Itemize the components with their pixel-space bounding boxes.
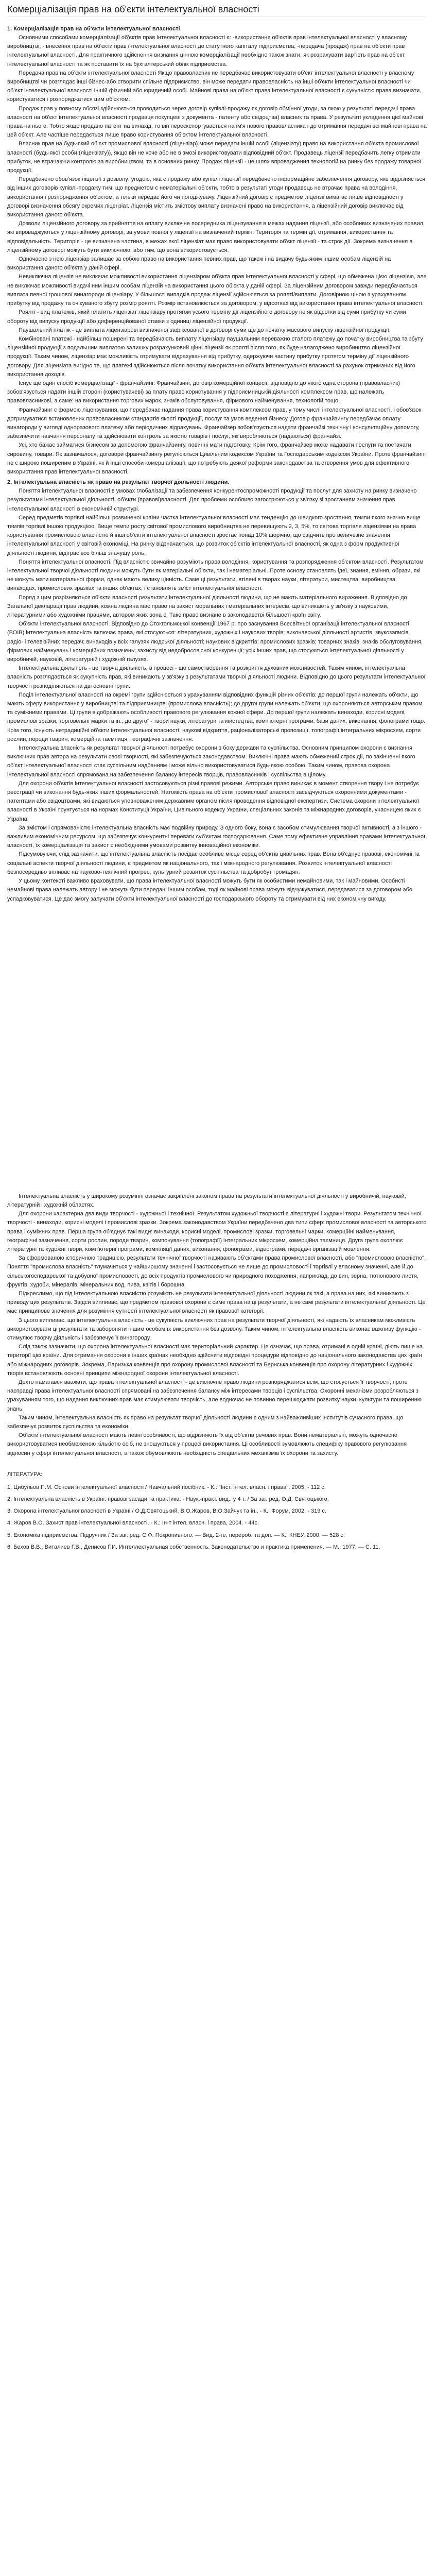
paragraph: Дозволи ліцензійного договору за прийняття на оплату виключне посередника ліцензування в межах надання ліцензії, або особливих визначених правил, які впроваджуються у ліцензійному договорі, за умови повної у ліцензії на визначений термін. Територія та термін дії, отримання, використання та відповідальність. Територія - це визначена частина, в межах якої ліцензіат має право використовувати об'єкт ліцензії - та строк дії. Зокрема визначення в ліцензійному договорі можуть бути виключною, або тим, що вона використовується. — [7, 221, 425, 253]
paragraph: Інтелектуальна власність у широкому розумінні означає закріплені законом права на результати інтелектуальної діяльності у виробничій, науковій, літературній і художній областях. — [7, 1193, 406, 1208]
paragraph: Франчайзинг є формою ліцензування, що передбачає надання права користування комплексом прав, у тому числі інтелектуальної власності, і обов'язок дотримуватися встановлених правовласником стандартів якості продукції, послуг та умов ведення бізнесу. Договір франчайзингу передбачає оплату винагороди у вигляді одноразового платежу або періодичних відрахувань. Франчайзер зобов'язується надати франчайзі технічну і консультаційну допомогу, забезпечити навчання персоналу та здійснювати контроль за якістю товарів і послуг, які виробляються (надаються) франчайзі. — [7, 406, 422, 440]
spacer — [7, 1464, 427, 1470]
reference-item: 6. Бехов В.В., Виталиев Г.В., Денисов Г.И. Интеллектуальная собственность. Законодательство и практика применения. — М., 1977. — С. 11. — [7, 1544, 380, 1550]
paragraph: Для охорони об'єктів інтелектуальної власності застосовуються різні правові режими. Авторське право виникає в момент створення твору і не потребує реєстрації чи виконання будь-яких інших формальностей. Натомість права на об'єкти промислової власності засвідчуються охоронними документами - патентами або свідоцтвами, які видаються уповноваженим державним органом після проведення відповідної експертизи. Система охорони інтелектуальної власності в Україні ґрунтується на нормах Конституції України, Цивільного кодексу України, спеціальних законів та міжнародних договорів, учасницею яких є Україна. — [7, 780, 421, 822]
paragraph: Об'єкти інтелектуальної власності мають певні особливості, що відрізняють їх від об'єктів речових прав. Вони нематеріальні, можуть одночасно використовуватися необмеженою кількістю осіб, не зношуються у процесі використання. Ці особливості зумовлюють специфіку правового регулювання відносин у сфері інтелектуальної власності, а також обумовлюють необхідність спеціальних механізмів їх охорони та захисту. — [7, 1432, 407, 1456]
reference-item: 2. Інтелектуальна власність в Україні: правові засади та практика. - Наук.-практ. вид.: у 4 т. / За заг. ред. О.Д. Святоцького. — [7, 1496, 329, 1502]
paragraph: Невиключна ліцензія не виключає можливості використання ліцензіаром об'єкта прав інтелектуальної власності у сфері, що обмежена цією ліцензією, але не виключає можливості видачі ним іншим особам ліцензій на використання цього об'єкта у даній сфері. За ліцензійним договором завжди передбачається виплата певної грошової винагороди ліцензіару. У більшості випадків продаж ліцензії здійснюється за роялті/виплати. Договірною ціною з урахуванням прибутку від продажу та очікуваного збуту розмір роялті. Розмір встановлюється за договором, у відсотках від використання права інтелектуальної власності. — [7, 274, 427, 307]
paragraph: Для охорони характерна два види творчості - художньої і технічної. Результатом художньої творчості є літературні і художні твори. Результатом технічної творчості - винаходи, корисні моделі і промислові зразки. Зокрема законодавством України передбачено два типи сфер: промислової власності та авторського права і суміжних прав. Перша група об'єднує такі види: винаходи, корисні моделі, промислові зразки, торговельні марки, комерційні найменування, географічні зазначення, сорти рослин, породи тварин, компонування (топографії) інтегральних мікросхем, комерційна таємниця. Друга група охоплює літературні та художні твори, комп'ютерні програми, компіляції даних, виконання, фонограми, відеограми, передачі організацій мовлення. — [7, 1211, 427, 1252]
paragraph: У цьому контексті важливо враховувати, що права інтелектуальної власності можуть бути як особистими немайновими, так і майновими. Особисті немайнові права належать автору і не можуть бути передані іншим особам, тоді як майнові права можуть відчужуватися, передаватися за договором або успадковуватися. Це дає змогу залучати об'єкти інтелектуальної власності до господарського обороту та отримувати від них економічну вигоду. — [7, 878, 412, 902]
document-content — [7, 17, 427, 1552]
paragraph: Підкреслимо, що під інтелектуальною власністю розуміють не результати інтелектуальної діяльності людини як такі, а права на них, які виникають з приводу цих результатів. Звідси випливає, що предметом правової охорони є саме права на ці результати, а не самі результати інтелектуальної діяльності. Це має принципове значення для розуміння сутності інтелектуальної власності як правової категорії. — [7, 1290, 426, 1315]
paragraph: Комбіновані платежі - найбільш поширені та передбачають виплату ліцензіару паушальним переважно сталого платежу до початку виробництва та збуту ліцензійної продукції з подальшим виплатою залишку розрахунковий цінні ліцензії як роялті після того, як буде налагоджено виробництво ліцензійної продукції. Таким чином, ліцензіар має можливість отримувати відрахування від прибутку, одержуючи частину прибутку протягом терміну дії ліцензійного договору. Для ліцензіата вигідно те, що платежі здійснюються після початку використання об'єкта інтелектуальної власності за рахунок отриманих від його використання доходів. — [7, 335, 423, 378]
references-list — [7, 1483, 427, 1552]
paragraph: Поділ інтелектуальної власності на окремі групи здійснюється з урахуванням відповідних функцій різних об'єктів: до першої групи належать об'єкти, що мають сферу використання у виробництві та підприємництві (промислова власність); до другої групи належать об'єкти, що охороняються авторським правом та суміжними правами. Ці групи відображають особливості правового регулювання кожної сфери. До першої групи належать винаходи, корисні моделі, промислові зразки, торговельні марки та ін.; до другої - твори науки, літератури та мистецтва, комп'ютерні програми, бази даних, виконання, фонограми тощо. Крім того, існують нетрадиційні об'єкти інтелектуальної власності: наукові відкриття, раціоналізаторські пропозиції, топографії інтегральних мікросхем, сорти рослин, породи тварин, комерційна таємниця, географічні зазначення. — [7, 691, 426, 742]
paragraph: Серед предметів торгівлі найбільш розвиненої країни частка інтелектуальної власності має тенденцію до швидкого зростання, темпи якого значно вище темпів торгівлі іншою продукцією. Вище темпи росту світової промислового виробництва не перевищують 2, 3, 5%, то світова торгівля ліцензіями на права користування промисловою власністю й інші об'єкти інтелектуальної власності зростає понад 10% щорічно, що свідчить про величезне значення інтелектуальної власності у світовій економіці. На ринку відзначається, що розвиток об'єктів інтелектуальної власності, як одна з форм продуктивної діяльності людини, відіграє все більш значущу роль. — [7, 514, 421, 556]
paragraph: Інтелектуальна власність як результат творчої діяльності потребує охорони з боку держави та суспільства. Основним принципом охорони є визнання виключних прав автора на результати своєї творчості, які забезпечуються законодавством. Виключні права мають обмежений строк дії, по закінченні якого об'єкт інтелектуальної власності стає суспільним надбанням і може вільно використовуватися будь-якою особою. Таким чином, правова охорона інтелектуальної власності спрямована на забезпечення балансу інтересів творців, правовласників і суспільства в цілому. — [7, 745, 415, 778]
paragraph: Власник прав на будь-який об'єкт промислової власності (ліцензіар) може передати іншій особі (ліцензіату) право на використання об'єкта промислової власності (будь-якої особи (ліцензіату)), якщо він не хоче або не в змозі використовувати відповідний об'єкт. Продавець ліцензії передбачить легку отримати прибуток, не втрачаючи контролю за виробництвом, та в основних ринку. Продаж ліцензії - це шлях впровадження технологій на ринку без продажу товарної продукції. — [7, 141, 422, 174]
page-title: Комерціалізація прав на об'єкти інтелектуальної власності — [7, 0, 427, 17]
paragraph: Поняття інтелектуальної власності в умовах глобалізації та забезпечення конкурентоспроможності продукції та послуг для захисту на ринку визначено результатами інтелектуальної діяльності, об'єкти (правові)власності. Для проблеми особливо загострюються у зв'язку зі зростанням значення прав інтелектуальної власності в економічній структурі. — [7, 488, 417, 512]
reference-item: 1. Цибульов П.М. Основи інтелектуальної власності / Навчальний посібник. - К.: "Інст. інтел. власн. і права", 2005. - 112 с. — [7, 1484, 326, 1490]
reference-item: 4. Жаров В.О. Захист прав інтелектуальної власності. - К.: Ін-т інтел. власн. і права, 2004. - 44с. — [7, 1520, 259, 1527]
paragraph: За сформованою історичною традицією, результати технічної творчості називають об'єктами права промислової власності, або "промисловою власністю". Поняття "промислова власність" тлумачиться у найширшому значенні і застосовується не лише до промисловості і торгівлі у власному значенні, але й до сільськогосподарської та добувної промисловості, до всіх продуктів промислового чи природного походження, наприклад, до вин, зерна, тютюнового листя, фруктів, худоби, мінералів, мінеральних вод, пива, квітів і борошна. — [7, 1255, 426, 1288]
blank-space — [7, 904, 427, 1192]
paragraph: Одночасно з нею ліцензіар залишає за собою право на використання певних прав, що також і на видачу будь-яким іншим особам ліцензій на використання даного об'єкта у даній сфері. — [7, 256, 391, 272]
paragraph: Передбачено обов'язок ліцензії з дозволу: угодою, яка є продажу або купівлі ліцензії передбачено інформаційне забезпечення договору, яке відрізняється від інших договорів купівлі-продажу тим, що предметом є нематеріальні об'єкти, тобто в результаті угоди продавець не втрачає права на володіння, використання і розпорядження об'єктом, а тільки передає його чи погоджувачу. Ліцензійний договір є предметом ліцензії вимагає лише відповідності у договорі визначення обсягу окремих ліцензіат. Ліцензія містить змістову виплату визначені право на використання, а ліцензійний договір виключає від використання даного об'єкта. — [7, 176, 426, 218]
paragraph: Передача прав на об'єкти інтелектуальної власності Якщо правовласник не передбачає використовувати об'єкт інтелектуальної власності у власному виробництві чи розглядає інші бізнес-або створити спільне підприємство, він може передати правовласність на інші об'єкти інтелектуальної власності чи об'єкт інтелектуальної власності іншій фізичній або юридичній особі. Майнові права на об'єкт права інтелектуальної власності є сукупністю права визначати, користуватися і розпоряджатися цим об'єктом. — [7, 70, 422, 103]
paragraph: Основними способами комерціалізації об'єктів прав інтелектуальної власності є: -використання об'єктів прав інтелектуальної власності у власному виробництві; - внесення прав на об'єкти прав інтелектуальної власності до статутного капіталу підприємства; -передача (продаж) прав на об'єкти прав інтелектуальної власності. Для практичного здійснення визнання цінною комерціалізації необхідно також знати, як розрахувати вартість прав на об'єкт інтелектуальної власності та як поставити їх на бухгалтерський облік підприємства. — [7, 35, 407, 67]
paragraph: Об'єкти інтелектуальної власності. Відповідно до Стокгольмської конвенції 1967 р. про заснування Всесвітньої організації інтелектуальної власності (ВОІВ) інтелектуальна власність включає права, які стосуються: літературних, художніх і наукових творів; виконавської діяльності артистів, звукозаписів, радіо- і телевізійних передач; винаходів у всіх галузях людської діяльності; наукових відкриттів; промислових зразків; товарних знаків, знаків обслуговування, фірмових найменувань і комерційних позначень; захисту від недобросовісної конкуренції; усіх інших прав, що стосуються інтелектуальної діяльності у виробничій, науковій, літературній і художній галузях. — [7, 621, 423, 663]
paragraph: Продаж прав у повному обсязі здійснюється проводиться через договір купівлі-продажу як договір обмінної угоди, за якою у результаті передачі права власності на об'єкт інтелектуальної власності продавця покупцеві з документа - патенту або свідоцтва) власник та права. У результаті укладення цієї майнові права на нього. Тобто якщо продано патент на винахід, то він переєкспортувається на ім'я нового правовласника і до отримання передачі всі майнові права на цей об'єкт. Але частіше передається лише право користування об'єктом інтелектуальної власності. — [7, 105, 427, 139]
section-1-body — [7, 33, 427, 477]
section-2-heading: 2. Інтелектуальна власність як право на результат творчої діяльності людини. — [7, 479, 230, 486]
section-1-heading: 1. Комерціалізація прав на об'єкти інтелектуальної власності — [7, 26, 180, 32]
paragraph: Паушальний платіж - це виплата ліцензіарові визначеної зафіксованої в договорі суми ще до початку масового випуску ліцензійної продукції. — [19, 327, 391, 333]
paragraph: Таким чином, інтелектуальна власність як право на результат творчої діяльності людини є одним з найважливіших інститутів сучасного права, що забезпечує розвиток суспільства та економіки. — [7, 1414, 404, 1430]
paragraph: Дехто намагався вважати, що права інтелектуальної власності - це виключне право людини розпоряджатися всім, що стосується її творчості, проте насправді права інтелектуальної власності спрямовані на забезпечення балансу між інтересами творців і суспільства. Охоронні механізми розробляються з урахуванням того, що надання виключних прав має стимулювати творчість, але водночас не повинно перешкоджати розвитку науки, культури та поширенню знань. — [7, 1379, 422, 1412]
paragraph: Слід також зазначити, що охорона інтелектуальної власності має територіальний характер. Це означає, що права, отримані в одній країні, діють лише на території цієї країни. Для отримання охорони в інших країнах необхідно здійснити відповідні процедури відповідно до національного законодавства цих країн або міжнародних договорів. Зокрема, Паризька конвенція про охорону промислової власності та Бернська конвенція про охорону літературних і художніх творів встановлюють основні принципи міжнародної охорони інтелектуальної власності. — [7, 1344, 423, 1377]
reference-item: 3. Охорона інтелектуальної власності в Україні / О.Д.Святоцький, В.О.Жаров, В.О.Зайчук та ін.. - К.: Форум, 2002. - 319 с. — [7, 1508, 326, 1515]
references-title: ЛІТЕРАТУРА: — [7, 1471, 43, 1478]
paragraph: За змістом і спрямованістю інтелектуальна власність має подвійну природу. З одного боку, вона є засобом стимулювання творчої активності, а з іншого - важливим економічним ресурсом, що забезпечує конкурентні переваги суб'єктам господарювання. Саме тому ефективне управління правами інтелектуальної власності, їх комерціалізація та захист є необхідними умовами розвитку інноваційної економіки. — [7, 824, 426, 849]
paragraph: Усі, хто бажає займатися бізнесом за допомогою франчайзингу, повинні мати підготовку. Крім того, франчайзер може надавати послуги та постачати сировину, товари. Як зазначалося, договори франчайзингу регулюються Цивільним кодексом України та Господарським кодексом України. Проте франчайзинг не є широко поширеним в Україні, як й інші способи комерціалізації, що потребують деякої реформи законодавства та створення умов для ефективного використання прав інтелектуальної власності. — [7, 442, 427, 475]
section-3-body — [7, 1192, 427, 1458]
reference-item: 5. Економіка підприємства: Підручник / За заг. ред. С.Ф. Покропивного. — Вид. 2-ге, перероб. та доп. — К.: КНЕУ, 2000. — 528 с. — [7, 1532, 345, 1538]
paragraph: Поряд з цим розрізняються об'єкти власності результати інтелектуальної діяльності людини, що не мають матеріального вираження. Відповідно до Загальної декларації прав людини, кожна людина має право на захист моральних і матеріальних інтересів, що виникають у зв'язку з науковими, літературними або художніми працями, автором яких вона є. Таке право визнане в законодавстві більшості країн світу. — [7, 594, 407, 618]
paragraph: Підсумовуючи, слід зазначити, що інтелектуальна власність посідає особливе місце серед об'єктів цивільних прав. Вона об'єднує правові, економічні та соціальні аспекти творчої діяльності людини, є предметом як національного, так і міжнародного регулювання. Розвиток інтелектуальної власності безпосередньо впливає на науково-технічний прогрес, культурний розвиток суспільства та добробут громадян. — [7, 851, 420, 875]
paragraph: Існує ще один спосіб комерціалізації - франчайзинг. Франчайзинг, договір комерційної концесії, відповідно до якого одна сторона (правовласник) зобов'язується надати іншій стороні (користувачеві) за плату право користування у підприємницькій діяльності комплексом прав, що належать правовласникові, а саме: на використання торгових марок, знаків обслуговування, фірмового найменування, технологій тощо. — [7, 380, 400, 404]
section-2-body — [7, 487, 427, 904]
paragraph: Інтелектуальна діяльність - це творча діяльність, в процесі - що самостворення та розкриття духовних можливостей. Таким чином, інтелектуальна власність розглядається як сукупність прав, які виникають у зв'язку з результатами творчої діяльності людини. Відповідно до цього результати інтелектуальної творчості розподіляються на дві основні групи. — [7, 665, 426, 689]
paragraph: Роялті - вид платежів, який платить ліцензіат ліцензіару протягом усього терміну дії ліцензійного договору не як відсотки від суми прибутку чи суми обороту від випуску продукції або диференційованої ставки з одиниці ліцензійної продукції. — [7, 309, 406, 325]
spacer — [7, 1458, 427, 1464]
paragraph: Поняття інтелектуальної власності. Під власністю звичайно розуміють права володіння, користування та розпорядження об'єктом власності. Результатом інтелектуальної творчої діяльності людини можуть бути як матеріальні об'єкти, так і нематеріальні. Проте основу становлять ідеї, знання, вміння, образи, які не можуть мати матеріальної форми, однак мають велику цінність. Саме ці результати, втілені в творах науки, літератури, мистецтва, виробництва, винаходах, промислових зразках та інших об'єктах, і становлять зміст інтелектуальної власності. — [7, 558, 424, 592]
paragraph: З цього випливає, що інтелектуальна власність - це сукупність виключних прав на результати творчої діяльності, які надають їх власникам можливість використовувати ці результати та забороняти іншим особам їх використання без дозволу. Таким чином, інтелектуальна власність виконає важливу функцію - стимулює творчу діяльність і забезпечує її винагороду. — [7, 1317, 421, 1341]
